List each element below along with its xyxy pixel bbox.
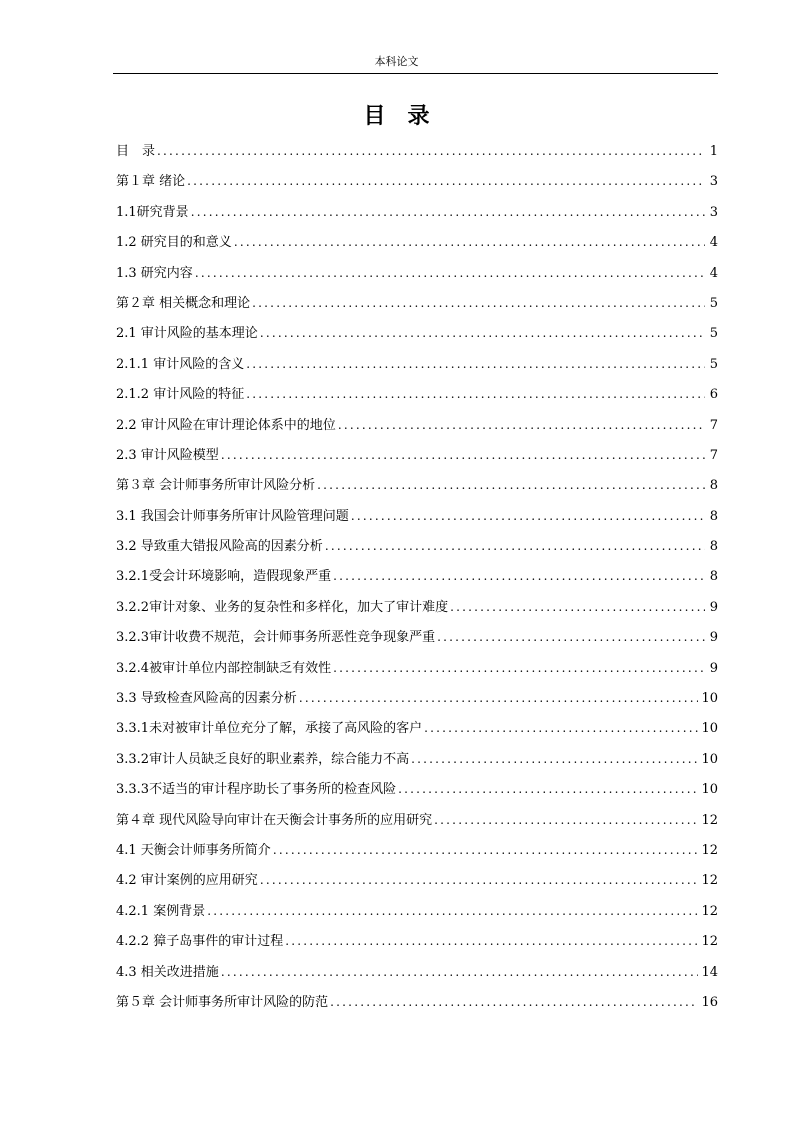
toc-leader-dots <box>191 197 705 227</box>
toc-entry-page-number: 7 <box>709 447 718 463</box>
toc-entry[interactable] <box>116 713 718 743</box>
toc-entry-page-number: 7 <box>709 417 718 433</box>
toc-leader-dots <box>299 683 699 713</box>
toc-leader-dots <box>207 896 698 926</box>
toc-entry[interactable] <box>116 379 718 409</box>
toc-entry-label: 第４章 现代风险导向审计在天衡会计事务所的应用研究 <box>116 812 433 828</box>
toc-entry-page-number: 5 <box>709 295 718 311</box>
toc-leader-dots <box>252 288 705 318</box>
toc-entry-page-number: 8 <box>709 478 718 494</box>
toc-leader-dots <box>273 835 699 865</box>
toc-leader-dots <box>333 561 705 591</box>
toc-entry[interactable] <box>116 926 718 956</box>
toc-leader-dots <box>234 227 705 257</box>
toc-entry-label: 4.1 天衡会计师事务所简介 <box>116 842 271 858</box>
toc-entry-label: 3.3.2审计人员缺乏良好的职业素养，综合能力不高 <box>116 751 410 767</box>
toc-entry[interactable] <box>116 470 718 500</box>
page-header: 本科论文 <box>374 55 419 68</box>
toc-entry-page-number: 8 <box>709 508 718 524</box>
toc-entry[interactable] <box>116 957 718 987</box>
table-of-contents <box>116 136 718 1017</box>
toc-entry-page-number: 16 <box>701 994 718 1010</box>
toc-entry-label: 3.3 导致检查风险高的因素分析 <box>116 691 297 707</box>
toc-entry-label: 4.2.2 獐子岛事件的审计过程 <box>116 934 284 950</box>
toc-leader-dots <box>187 166 705 196</box>
toc-entry-page-number: 9 <box>709 599 718 615</box>
toc-entry-label: 2.3 审计风险模型 <box>116 447 219 463</box>
toc-entry-label: 2.1.1 审计风险的含义 <box>116 356 245 372</box>
toc-entry[interactable] <box>116 622 718 652</box>
toc-entry[interactable] <box>116 227 718 257</box>
toc-entry-label: 第２章 相关概念和理论 <box>116 295 251 311</box>
toc-entry[interactable] <box>116 896 718 926</box>
toc-entry-label: 3.2 导致重大错报风险高的因素分析 <box>116 539 323 555</box>
toc-entry-label: 第３章 会计师事务所审计风险分析 <box>116 478 316 494</box>
page-title: 目录 <box>363 104 452 129</box>
toc-entry[interactable] <box>116 835 718 865</box>
toc-leader-dots <box>317 470 705 500</box>
toc-entry-page-number: 12 <box>701 873 718 889</box>
toc-entry-page-number: 10 <box>701 751 718 767</box>
toc-entry-page-number: 3 <box>709 174 718 190</box>
toc-entry[interactable] <box>116 258 718 288</box>
toc-entry[interactable] <box>116 744 718 774</box>
toc-entry-page-number: 4 <box>709 235 718 251</box>
toc-entry-page-number: 10 <box>701 691 718 707</box>
toc-leader-dots <box>450 592 705 622</box>
toc-entry-label: 4.3 相关改进措施 <box>116 964 219 980</box>
toc-entry-label: 1.3 研究内容 <box>116 265 193 281</box>
toc-entry-label: 3.2.3审计收费不规范，会计师事务所恶性竞争现象严重 <box>116 630 436 646</box>
toc-entry[interactable] <box>116 318 718 348</box>
toc-leader-dots <box>221 957 699 987</box>
toc-entry-page-number: 3 <box>709 204 718 220</box>
toc-entry[interactable] <box>116 774 718 804</box>
toc-leader-dots <box>437 622 705 652</box>
toc-entry-label: 2.2 审计风险在审计理论体系中的地位 <box>116 417 336 433</box>
toc-entry[interactable] <box>116 865 718 895</box>
toc-leader-dots <box>246 379 705 409</box>
toc-entry[interactable] <box>116 501 718 531</box>
toc-entry-page-number: 12 <box>701 934 718 950</box>
toc-entry-label: 第５章 会计师事务所审计风险的防范 <box>116 994 329 1010</box>
toc-entry[interactable] <box>116 197 718 227</box>
toc-leader-dots <box>398 774 698 804</box>
toc-entry[interactable] <box>116 349 718 379</box>
toc-entry[interactable] <box>116 592 718 622</box>
toc-entry-page-number: 9 <box>709 660 718 676</box>
toc-entry-page-number: 5 <box>709 326 718 342</box>
toc-entry-label: 3.2.4被审计单位内部控制缺乏有效性 <box>116 660 332 676</box>
toc-entry-page-number: 12 <box>701 842 718 858</box>
toc-entry[interactable] <box>116 410 718 440</box>
toc-entry-label: 1.1研究背景 <box>116 204 189 220</box>
toc-entry-label: 3.3.1未对被审计单位充分了解，承接了高风险的客户 <box>116 721 423 737</box>
toc-entry[interactable] <box>116 561 718 591</box>
toc-entry-page-number: 14 <box>701 964 718 980</box>
toc-entry[interactable] <box>116 531 718 561</box>
toc-entry-page-number: 10 <box>701 721 718 737</box>
toc-leader-dots <box>325 531 705 561</box>
toc-entry-label: 目 录 <box>116 144 156 159</box>
toc-entry-page-number: 12 <box>701 812 718 828</box>
toc-entry-page-number: 8 <box>709 569 718 585</box>
toc-leader-dots <box>246 349 705 379</box>
toc-leader-dots <box>195 258 705 288</box>
toc-entry-page-number: 1 <box>709 144 718 159</box>
toc-entry-page-number: 5 <box>709 356 718 372</box>
toc-entry-label: 3.2.1受会计环境影响，造假现象严重 <box>116 569 332 585</box>
toc-entry-label: 4.2 审计案例的应用研究 <box>116 873 258 889</box>
toc-leader-dots <box>338 410 705 440</box>
toc-entry[interactable] <box>116 987 718 1017</box>
toc-leader-dots <box>411 744 698 774</box>
toc-entry-label: 2.1 审计风险的基本理论 <box>116 326 258 342</box>
toc-leader-dots <box>351 501 705 531</box>
toc-entry-page-number: 12 <box>701 903 718 919</box>
toc-entry-page-number: 4 <box>709 265 718 281</box>
toc-entry-label: 第１章 绪论 <box>116 174 186 190</box>
toc-entry-page-number: 6 <box>709 387 718 403</box>
toc-entry-label: 2.1.2 审计风险的特征 <box>116 387 245 403</box>
toc-leader-dots <box>330 987 698 1017</box>
toc-entry[interactable] <box>116 805 718 835</box>
header-rule <box>113 73 718 74</box>
toc-entry[interactable] <box>116 136 718 166</box>
toc-leader-dots <box>424 713 698 743</box>
toc-entry-label: 3.3.3不适当的审计程序助长了事务所的检查风险 <box>116 782 397 798</box>
toc-leader-dots <box>260 865 699 895</box>
toc-leader-dots <box>434 805 698 835</box>
toc-entry[interactable] <box>116 683 718 713</box>
toc-entry-label: 1.2 研究目的和意义 <box>116 235 232 251</box>
toc-entry-page-number: 10 <box>701 782 718 798</box>
toc-leader-dots <box>260 318 705 348</box>
toc-entry-label: 4.2.1 案例背景 <box>116 903 206 919</box>
toc-entry[interactable] <box>116 653 718 683</box>
toc-leader-dots <box>221 440 705 470</box>
toc-entry[interactable] <box>116 440 718 470</box>
toc-leader-dots <box>157 136 705 166</box>
toc-leader-dots <box>333 653 705 683</box>
toc-entry-label: 3.2.2审计对象、业务的复杂性和多样化，加大了审计难度 <box>116 599 449 615</box>
toc-entry[interactable] <box>116 166 718 196</box>
toc-leader-dots <box>285 926 698 956</box>
toc-entry[interactable] <box>116 288 718 318</box>
toc-entry-label: 3.1 我国会计师事务所审计风险管理问题 <box>116 508 349 524</box>
toc-entry-page-number: 9 <box>709 630 718 646</box>
toc-entry-page-number: 8 <box>709 539 718 555</box>
